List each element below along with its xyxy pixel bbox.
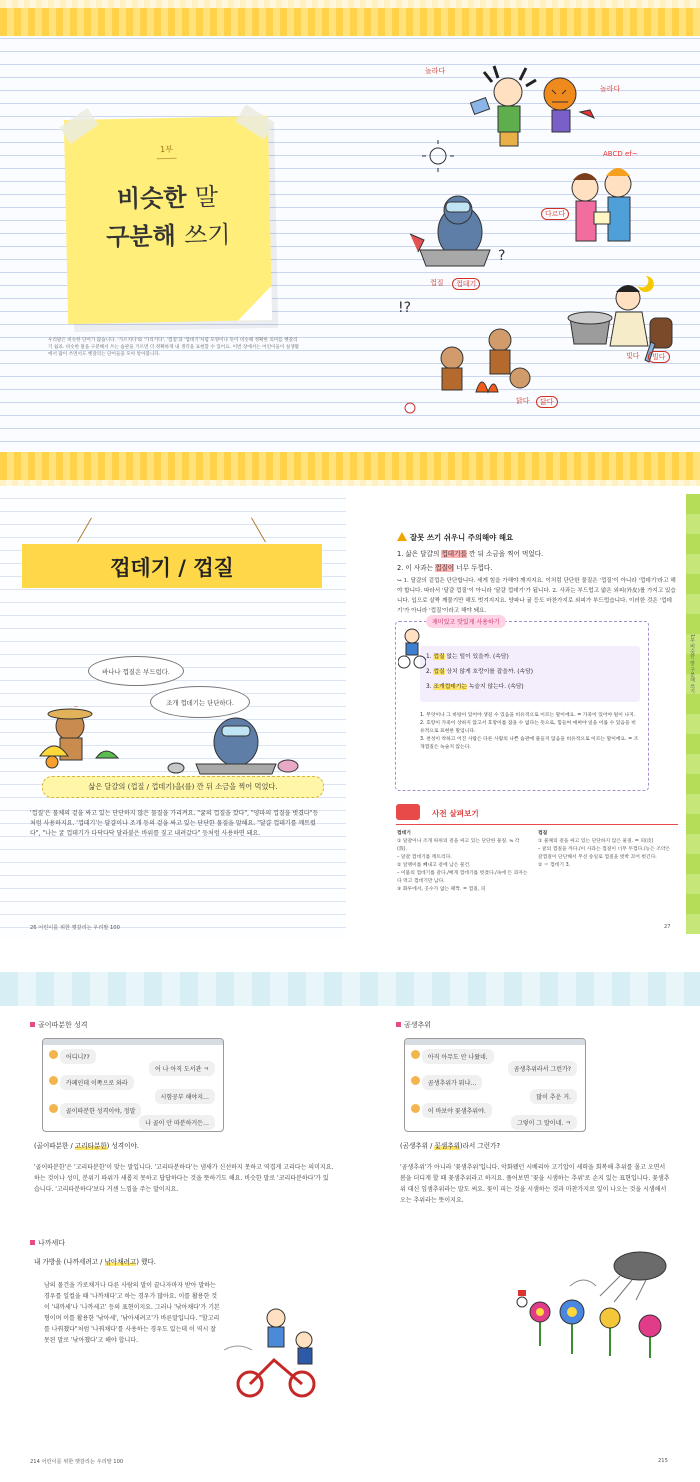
chat-msg-left-4: 시험공부 해야지…	[155, 1089, 215, 1104]
fun-usage-label: 재미있고 맛있게 사용하기	[426, 615, 506, 628]
chapter-intro: 우리말은 비슷한 단어가 많습니다. '가르치다'와 '가리키다', '껍질'과 '껍데기'처럼 모양이나 뜻이 비슷해 정확한 의미를 헷갈리기 쉽죠. 비슷한 말을 구분해서 쓰는 습관을 기르면 더 정확하게 내 생각을 표현할 수 있어요. 이번 장에서는 어린이들이 실생활에서 많이 쓰면서도 헷갈리는 단어들을 모아 알아봅니다.	[48, 338, 300, 357]
proverb-note-2: 2. 호랑이 가죽이 상하지 않고서 호랑이를 잡을 수 없다는 뜻으로, 힘들여 애써야 일을 이룰 수 있음을 비유적으로 표현한 말입니다.	[420, 721, 636, 734]
chat-msg-left-1: 어디니??	[49, 1049, 96, 1064]
section-heading-left: 골이따분한 성격	[30, 1020, 88, 1030]
proverb-1: 1. 껍질 없는 털이 있을까. (속담)	[426, 654, 509, 660]
label-nollada-1: 놀라다	[425, 67, 446, 75]
proverb-note-1: 1. 무엇이나 그 바탕이 있어야 생길 수 있음을 비유적으로 이르는 말이에요. = 가죽이 있어야 털이 나지.	[420, 713, 636, 718]
chat-header	[405, 1039, 585, 1045]
woman-pot-figure	[568, 285, 672, 348]
chat-msg-left-3: 카페인데 이쪽으로 와라	[49, 1075, 134, 1090]
dictionary-title: 사전 살펴보기	[432, 809, 479, 818]
dictionary-rule	[396, 824, 678, 825]
bottom-stripe	[0, 452, 700, 480]
label-dalda: 닳다	[536, 396, 558, 408]
left-page	[0, 486, 346, 940]
section-heading-right: 곰생추위	[396, 1020, 431, 1030]
label-dakda: 닭다	[516, 397, 530, 405]
cold-flowers-illustration	[500, 1246, 680, 1376]
monkey-speech-bubble: 바나나 껍질은 부드럽다.	[88, 656, 184, 686]
practice-sentence: 삶은 달걀의 (껍질 / 껍데기)을(를) 깐 뒤 소금을 찍어 먹었다.	[42, 776, 324, 798]
section-heading-left-2: 나까세다	[30, 1238, 65, 1248]
seal-diver-figure	[410, 196, 490, 266]
chapter-title-line1: 비슷한 말	[116, 182, 219, 214]
question-left: (골이따분한 / 고리타분한) 성격이야.	[34, 1142, 139, 1150]
bike-snatch-illustration	[220, 1300, 332, 1400]
boy-bicycle-figure	[398, 628, 426, 670]
chat-msg-right-4: 많이 추운 거.	[530, 1089, 577, 1104]
talking-kids-figure	[572, 168, 631, 241]
side-index-tab	[686, 494, 700, 934]
dict-entry-left: 껍데기 ① 달걀이나 조개 따위의 겉을 싸고 있는 단단한 물질. ≒ 각(殼). – 달걀 껍데기를 깨트리다. ② 알맹이를 빼내고 겉에 남은 물건. – 이불의 껍데기를 갈다./배게 껍데기를 벗겼다./속에 든 과자는 다 먹고 껍데기만 남다. ③ 화투에서, 곳수가 없는 패짝. = 껍질, 피	[397, 831, 528, 892]
chat-window-right	[404, 1038, 586, 1132]
chat-header	[43, 1039, 223, 1045]
side-tab-text: 1부 비슷한 말 구분해 쓰기	[689, 634, 695, 694]
footer-right-3: 215	[658, 1458, 668, 1464]
warning-icon	[397, 532, 407, 541]
banner-string-left	[77, 518, 92, 543]
fun-usage-box	[395, 621, 649, 791]
correction-note: ↪ 1. 달걀의 겉껍은 단단합니다. 세게 힘을 가해야 깨지지요. 이처럼 단단한 물질은 '껍질'이 아니라 '껍데기'라고 해야 합니다. 따라서 '달걀 껍질'이 아니라 '달걀 껍데기'가 됩니다. 2. 사과는 부드럽고 얇은 외피(外皮)를 가지고 있습니다. 입으로 살짝 깨물기만 해도 벗겨지지요. 양파나 귤 등도 마찬가지로 외피가 부드럽습니다. 이러한 것은 '껍데기'가 아니라 '껍질'이라고 해야 돼요.	[397, 578, 676, 614]
page-spread-26-27	[0, 486, 700, 940]
wrong-example-2: 2. 이 사과는 껍질이 너무 두껍다.	[397, 564, 493, 572]
decorative-band	[0, 972, 700, 1006]
page-spread-214-215	[0, 940, 700, 1482]
footer-left: 26 어린이를 위한 헷갈리는 우리말 100	[30, 925, 120, 931]
chat-msg-left-5: 골이따분한 성격이야, 정말	[49, 1103, 141, 1118]
explanation-left: '골이따분한'은 '고리타분한'이 맞는 말입니다. '고리타분하다'는 냄새가 신선하지 못하고 역겹게 고리다는 의미지요. 하는 것이나 성미, 분위기 따위가 새롭지 못하고 답답하다는 것을 뜻하기도 해요. 비슷한 말로 '코리타분하다'가 있습니다. '고리타분하다'보다 거센 느낌을 주는 말이지요.	[34, 1164, 334, 1193]
part-tag-line	[157, 158, 177, 159]
lesson-title: 껍데기 / 껍질	[110, 556, 234, 580]
page-chapter-cover	[0, 0, 700, 486]
chapter-title-line2: 구분해 쓰기	[105, 220, 231, 252]
svg-text:!?: !?	[398, 300, 412, 316]
avatar	[411, 1104, 420, 1113]
cavemen-fire-figure	[441, 329, 530, 392]
pumpkin-figure	[544, 78, 576, 132]
sticky-note	[64, 116, 272, 324]
top-stripe	[0, 8, 700, 36]
label-nollada-2: 놀라다	[600, 85, 621, 93]
part-tag: 1부	[160, 144, 174, 155]
seal-speech-bubble: 조개 껍데기는 단단하다.	[150, 686, 250, 718]
chat-msg-left-6: 나 골이 안 따분하거든…	[139, 1115, 215, 1130]
proverb-2: 2. 껍질 상치 않게 호랑이를 잡을까. (속담)	[426, 669, 533, 675]
avatar	[49, 1050, 58, 1059]
chat-msg-right-2: 곰생추위라서 그런가?	[508, 1061, 577, 1076]
label-jeokjil: 껍질	[430, 279, 444, 287]
dict-entry-right: 껍질 ① 물체의 겉을 싸고 있는 단단하지 않은 물질. = 피(皮) – 귤의 껍질을 까다./이 사과는 껍질이 너무 두껍다./농은 조약은 갈껍질이 단단해서 무선 송일로 껍질을 벗박 끄어 벗긴다. ② ＝ 껍데기 3.	[538, 831, 671, 868]
avatar	[49, 1104, 58, 1113]
avatar	[49, 1076, 58, 1085]
chat-msg-right-6: 그렇이 그 말이네. ㅋ	[511, 1115, 577, 1130]
monkey-seal-illustration	[36, 706, 326, 776]
warning-heading: 잘못 쓰기 쉬우니 주의해야 해요	[397, 532, 513, 543]
lesson-explanation: '껍질'은 물체의 겉을 싸고 있는 단단하지 않은 물질을 가리켜요. "귤의 껍질을 깠다", "양파의 껍질을 벗겼다"등처럼 사용하지요. '껍데기'는 달걀이나 조개 등의 겉을 싸고 있는 단단한 물질을 말해요. "달걀 껍데기를 깨트렸다", "나는 굴 껍데기가 다닥다닥 달라붙은 바위를 짚고 내려갔다" 등처럼 사용하면 돼요.	[30, 810, 319, 837]
explanation-right: '곰생추위'가 아니라 '꽃샘추위'입니다. 악화됐던 시베리아 고기압이 세력을 회복해 추위를 몰고 오면서 봄을 더디게 할 때 꽃샘추위라고 하지요. 풀어보면 '꽃을 시샘하는 추위'로 손지 있는 표현입니다. 꽃샘추위 대신 잎샘추위라는 말도 써요. 꽃이 피는 것을 시샘하는 것과 마찬가지로 잎이 나오는 것을 시샘해서 오는 추위라는 뜻이지요.	[400, 1164, 670, 1204]
label-abcd: ABCD ef~	[603, 150, 638, 158]
scared-girl-figure	[484, 66, 536, 146]
question-right: (곰생추위 / 꽃샘추위)라서 그런가?	[400, 1142, 500, 1150]
dictionary-icon	[396, 804, 420, 820]
explanation-left-2: 남의 물건을 가로채거나 다른 사람의 말이 끝나자마자 받아 말하는 경우를 일컬을 때 '나까채다'고 하는 경우가 많아요. 이를 활용한 것이 '내까세'나 '나까세고' 등의 표현이지요. 그러나 '낚아채다'가 기본형이며 이를 활용한 '낚아세', '낚아세려고'가 바른말입니다. "할고리를 나꿔챘다"처럼 '나꿔채다'를 사용하는 경우도 있는데 이 역시 잘못된 말로 '낚아챘다'고 해야 합니다.	[44, 1282, 220, 1344]
label-pilda: 빌다	[648, 351, 670, 363]
label-dareuda: 다르다	[541, 208, 569, 220]
svg-text:?: ?	[498, 248, 506, 264]
proverb-notes	[420, 712, 640, 752]
wrong-example-1: 1. 삶은 달걀의 껍데기를 깐 뒤 소금을 찍어 먹었다.	[397, 550, 544, 558]
footer-right: 27	[664, 924, 671, 930]
chat-msg-right-1: 아직 아무도 안 나왔네.	[411, 1049, 494, 1064]
avatar	[411, 1050, 420, 1059]
lesson-title-banner	[22, 544, 322, 588]
chat-window-left	[42, 1038, 224, 1132]
chat-msg-right-5: 이 바보야 꽃샘추위야.	[411, 1103, 492, 1118]
label-bitda: 빛다	[626, 352, 640, 360]
label-jeokdaegi: 껍데기	[452, 278, 480, 290]
footer-left-3: 214 어린이를 위한 헷갈리는 우리말 100	[30, 1459, 124, 1465]
proverb-3: 3. 조개껍데기는 녹슬지 않는다. (속담)	[426, 684, 524, 690]
banner-string-right	[251, 518, 266, 543]
top-pale-stripe	[0, 0, 700, 8]
chat-msg-left-2: 어 나 아직 도서관 ㅋ	[149, 1061, 215, 1076]
chat-msg-right-3: 곰생추위가 뭐냐…	[411, 1075, 482, 1090]
chapter-illustration	[380, 60, 680, 420]
proverb-note-3: 3. 천성이 착하고 어진 사람은 다른 사람의 나쁜 습관에 물들지 않음을 비유적으로 이르는 말이에요. = 조개껍질은 녹슬지 않는다.	[420, 737, 639, 750]
sticky-fold	[237, 286, 272, 321]
proverb-list	[420, 646, 640, 702]
avatar	[411, 1076, 420, 1085]
question-left-2: 내 가방을 (나까세려고 / 낚아채려고) 했다.	[34, 1258, 156, 1266]
